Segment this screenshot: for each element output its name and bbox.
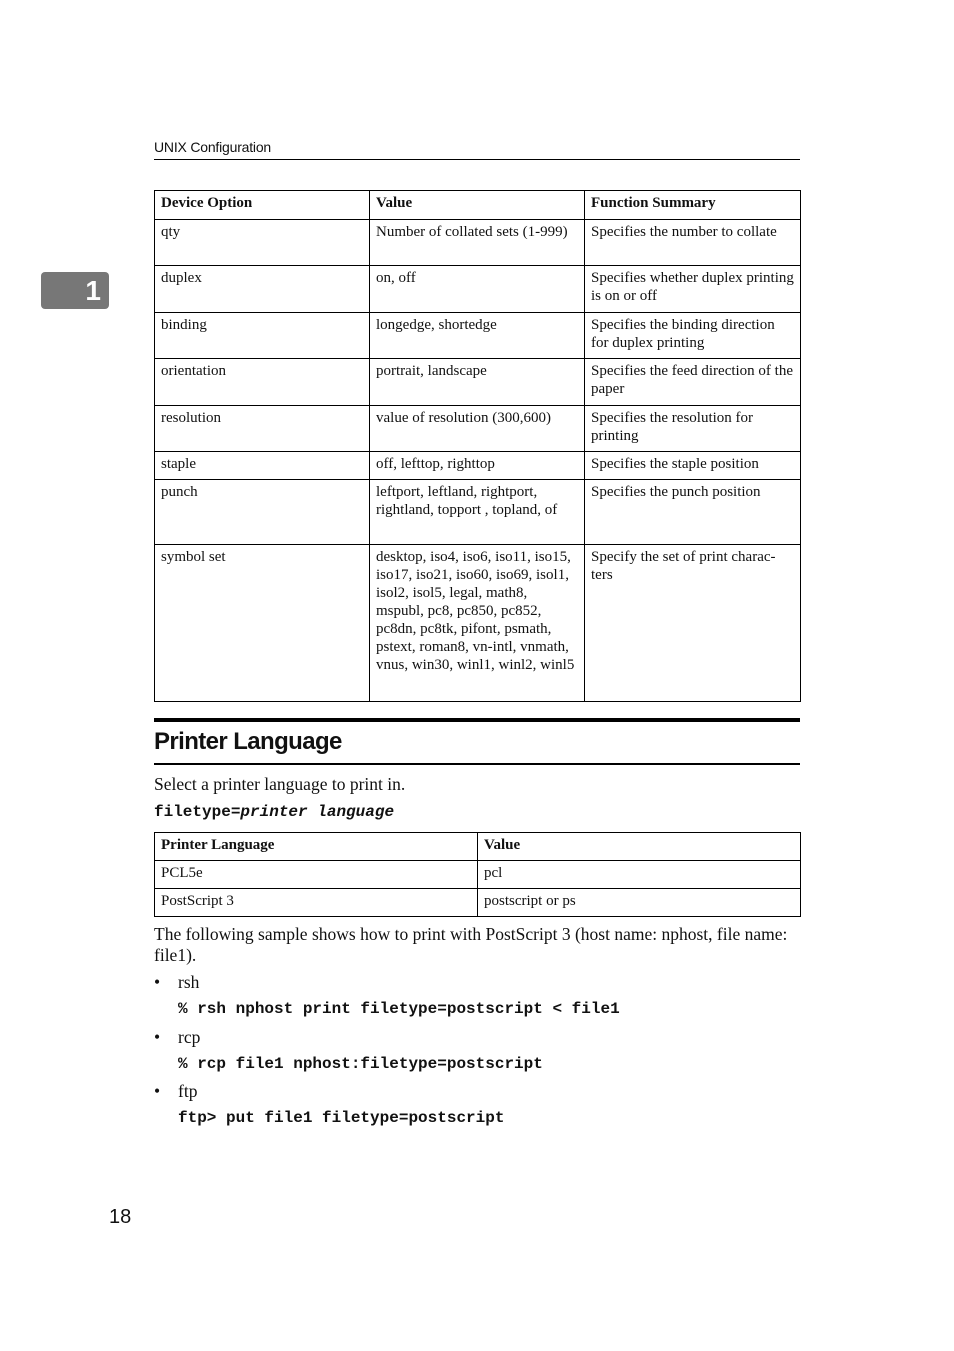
table-cell: pcl — [478, 861, 801, 889]
table-row — [155, 889, 801, 917]
table-cell: Number of collated sets (1-999) — [370, 220, 585, 266]
column-header: Value — [478, 833, 801, 861]
chapter-tab: 1 — [41, 272, 109, 309]
list-item — [154, 972, 199, 993]
printer-language-table — [154, 832, 801, 917]
table-cell: PCL5e — [155, 861, 478, 889]
table-cell: Specifies the resolution for printing — [585, 406, 801, 452]
table-cell: desktop, iso4, iso6, iso11, iso15, iso17, iso21, iso60, iso69, isol1, isol2, isol5, legal, math8, mspubl, pc8, pc850, pc852, pc8dn, pc8tk, pifont, psmath, pstext, roman8, vn-intl, vnmath, vnus, win30, winl1, winl2, winl5 — [370, 545, 585, 702]
list-item-label: rcp — [178, 1027, 201, 1047]
section-title: Printer Language — [154, 726, 800, 765]
syntax-parameter: printer language — [240, 803, 395, 821]
column-header: Value — [370, 191, 585, 220]
syntax-prefix: filetype= — [154, 803, 241, 821]
table-cell: portrait, landscape — [370, 359, 585, 406]
list-item-label: rsh — [178, 972, 200, 992]
bullet-icon: • — [154, 1027, 161, 1047]
table-cell: postscript or ps — [478, 889, 801, 917]
table-row — [155, 406, 801, 452]
list-item-label: ftp — [178, 1081, 198, 1101]
column-header: Device Option — [155, 191, 370, 220]
device-options-table — [154, 190, 801, 702]
table-header-row — [155, 833, 801, 861]
table-row — [155, 266, 801, 313]
table-cell: resolution — [155, 406, 370, 452]
page-number: 18 — [109, 1206, 132, 1228]
table-cell: Specifies the punch position — [585, 480, 801, 545]
table-cell: binding — [155, 313, 370, 359]
table-cell: longedge, shortedge — [370, 313, 585, 359]
bullet-icon: • — [154, 1081, 161, 1101]
column-header: Printer Language — [155, 833, 478, 861]
table-cell: PostScript 3 — [155, 889, 478, 917]
table-cell: punch — [155, 480, 370, 545]
table-row — [155, 545, 801, 702]
table-cell: Specifies the binding direction for duplex printing — [585, 313, 801, 359]
table-cell: Specifies the feed direction of the paper — [585, 359, 801, 406]
table-cell: duplex — [155, 266, 370, 313]
list-item — [154, 1027, 200, 1048]
command-line: % rsh nphost print filetype=postscript < file1 — [178, 1000, 620, 1018]
table-row — [155, 480, 801, 545]
table-cell: orientation — [155, 359, 370, 406]
table-row — [155, 359, 801, 406]
table-row — [155, 313, 801, 359]
command-line: ftp> put file1 filetype=postscript — [178, 1109, 505, 1127]
bullet-icon: • — [154, 972, 161, 992]
table-cell: Specifies the number to collate — [585, 220, 801, 266]
table-cell: staple — [155, 452, 370, 480]
column-header: Function Summary — [585, 191, 801, 220]
list-item — [154, 1081, 197, 1102]
table-header-row — [155, 191, 801, 220]
table-cell: value of resolution (300,600) — [370, 406, 585, 452]
section-intro: Select a printer language to print in. — [154, 774, 406, 794]
table-cell: off, lefttop, righttop — [370, 452, 585, 480]
table-row — [155, 861, 801, 889]
table-cell: on, off — [370, 266, 585, 313]
table-row — [155, 220, 801, 266]
syntax-line — [154, 802, 800, 823]
running-header: UNIX Configuration — [154, 139, 800, 160]
table-cell: Specifies whether duplex printing is on or off — [585, 266, 801, 313]
command-line: % rcp file1 nphost:filetype=postscript — [178, 1055, 543, 1073]
section-rule — [154, 718, 800, 722]
sample-description: The following sample shows how to print with PostScript 3 (host name: nphost, file name: file1). — [154, 924, 788, 965]
table-cell: Specifies the staple position — [585, 452, 801, 480]
table-cell: qty — [155, 220, 370, 266]
table-cell: Specify the set of print charac-ters — [585, 545, 801, 702]
table-cell: symbol set — [155, 545, 370, 702]
table-row — [155, 452, 801, 480]
table-cell: leftport, leftland, rightport, rightland, topport , topland, of — [370, 480, 585, 545]
